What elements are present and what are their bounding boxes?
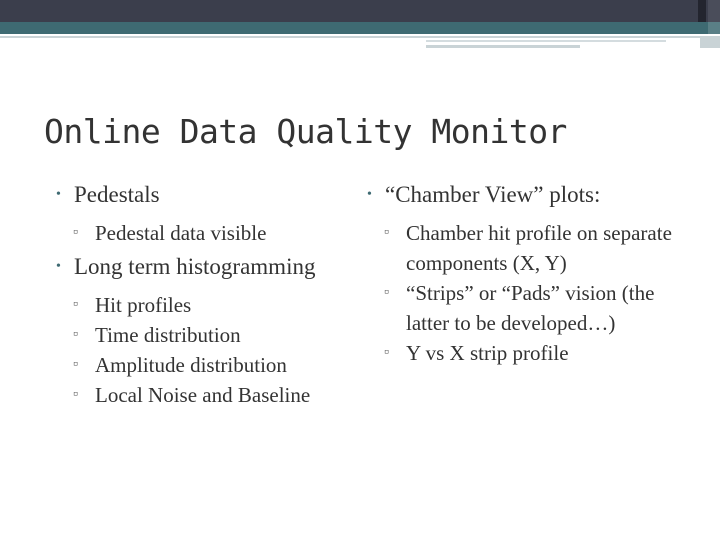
- accent-bar: [0, 22, 720, 34]
- sub-bullet-marker: ▫: [73, 297, 78, 312]
- slide-title: Online Data Quality Monitor: [44, 112, 567, 151]
- top-bar-block: [708, 0, 720, 22]
- bullet-marker: •: [367, 187, 372, 202]
- sub-bullet-marker: ▫: [73, 225, 78, 240]
- decorative-line: [426, 45, 580, 48]
- sub-bullet: [56, 380, 356, 410]
- sub-bullet-marker: ▫: [73, 357, 78, 372]
- sub-bullet-text: Chamber hit profile on separate components (X, Y): [406, 221, 672, 275]
- decorative-line: [426, 40, 666, 42]
- bullet-text: “Chamber View” plots:: [385, 182, 601, 207]
- sub-bullet-text: Time distribution: [95, 323, 241, 347]
- accent-bar-block: [708, 22, 720, 34]
- sub-bullet-marker: ▫: [384, 285, 389, 300]
- decorative-line: [700, 38, 720, 48]
- decorative-line: [0, 36, 720, 38]
- sub-bullet-text: Hit profiles: [95, 293, 192, 317]
- sub-bullet-marker: ▫: [384, 345, 389, 360]
- bullet-marker: •: [56, 187, 61, 202]
- bullet-pedestals: [56, 180, 356, 210]
- sub-bullet: [367, 338, 687, 368]
- top-decorative-bar: [0, 0, 720, 22]
- sub-bullet-text: Local Noise and Baseline: [95, 383, 311, 407]
- sub-bullet-marker: ▫: [73, 387, 78, 402]
- bullet-marker: •: [56, 259, 61, 274]
- top-bar-block: [698, 0, 706, 22]
- sub-bullet-text: Pedestal data visible: [95, 221, 267, 245]
- bullet-long-term-histogramming: [56, 252, 356, 282]
- sub-bullet: [367, 218, 687, 278]
- bullet-text: Pedestals: [74, 182, 160, 207]
- sub-bullet: [56, 218, 356, 248]
- sub-bullet: [56, 350, 356, 380]
- sub-bullet-marker: ▫: [384, 225, 389, 240]
- left-column: [56, 180, 356, 410]
- sub-bullet: [367, 278, 687, 338]
- bullet-chamber-view: [367, 180, 687, 210]
- sub-bullet: [56, 290, 356, 320]
- sub-bullet-text: Y vs X strip profile: [406, 341, 569, 365]
- right-column: [367, 180, 687, 368]
- bullet-text: Long term histogramming: [74, 254, 316, 279]
- sub-bullet-text: “Strips” or “Pads” vision (the latter to be developed…): [406, 281, 655, 335]
- sub-bullet-text: Amplitude distribution: [95, 353, 287, 377]
- sub-bullet-marker: ▫: [73, 327, 78, 342]
- sub-bullet: [56, 320, 356, 350]
